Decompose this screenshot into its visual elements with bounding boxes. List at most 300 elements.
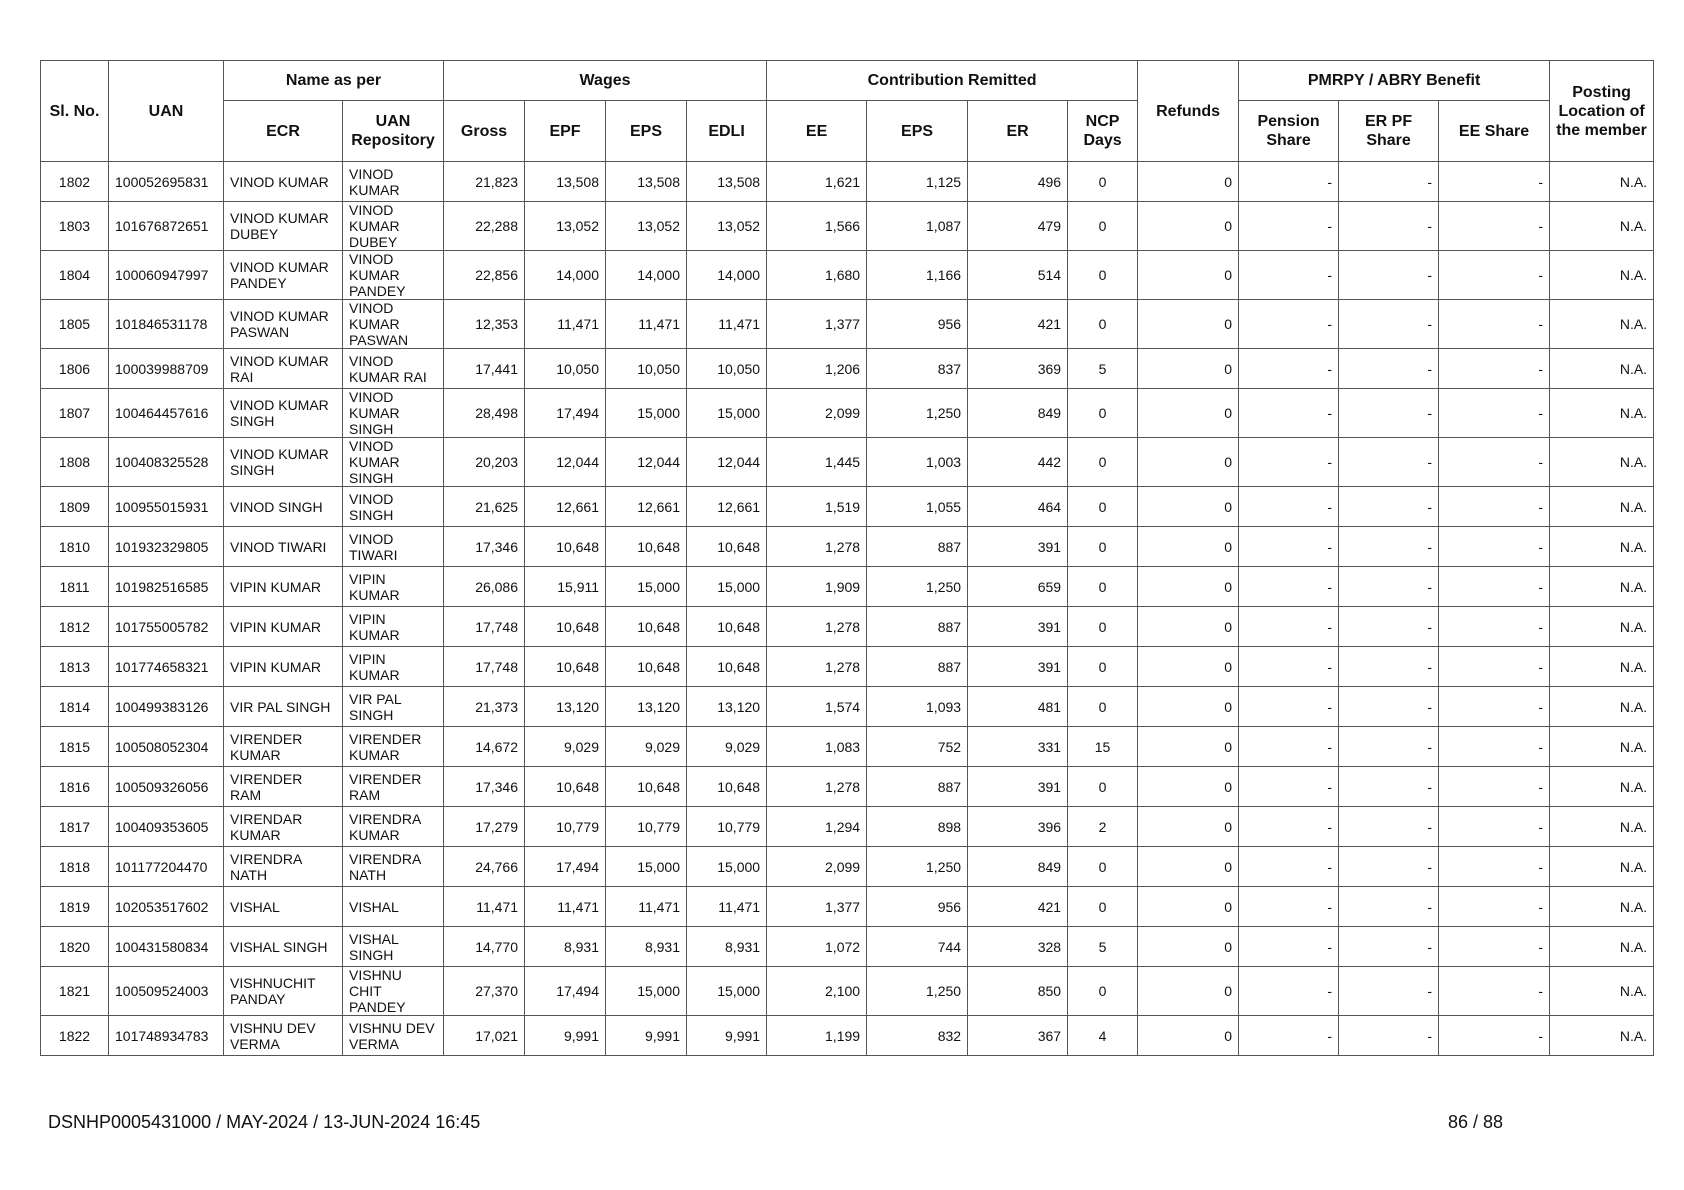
cell-eps-wages: 15,000 xyxy=(606,567,687,607)
cell-epf: 13,508 xyxy=(525,162,606,202)
cell-gross: 14,770 xyxy=(444,927,525,967)
cell-edli: 14,000 xyxy=(687,251,767,300)
cell-posting-location: N.A. xyxy=(1550,349,1654,389)
cell-er: 391 xyxy=(968,767,1068,807)
header-er: ER xyxy=(968,101,1068,162)
cell-name-ecr: VIRENDRA NATH xyxy=(224,847,343,887)
table-row xyxy=(41,251,1654,300)
cell-name-uan-repository: VINOD TIWARI xyxy=(343,527,444,567)
cell-posting-location: N.A. xyxy=(1550,807,1654,847)
cell-er-pf-share: - xyxy=(1339,1016,1439,1056)
cell-gross: 17,346 xyxy=(444,767,525,807)
cell-pension-share: - xyxy=(1239,767,1339,807)
cell-epf: 17,494 xyxy=(525,389,606,438)
cell-edli: 9,029 xyxy=(687,727,767,767)
cell-edli: 13,052 xyxy=(687,202,767,251)
cell-eps-wages: 13,120 xyxy=(606,687,687,727)
cell-pension-share: - xyxy=(1239,162,1339,202)
cell-er: 849 xyxy=(968,847,1068,887)
header-eps-wages: EPS xyxy=(606,101,687,162)
cell-edli: 15,000 xyxy=(687,567,767,607)
cell-ncp-days: 0 xyxy=(1068,202,1138,251)
cell-edli: 10,648 xyxy=(687,527,767,567)
cell-ee-share: - xyxy=(1439,389,1550,438)
cell-name-uan-repository: VIR PAL SINGH xyxy=(343,687,444,727)
cell-ee-share: - xyxy=(1439,349,1550,389)
cell-posting-location: N.A. xyxy=(1550,202,1654,251)
cell-ee: 1,294 xyxy=(767,807,867,847)
cell-name-ecr: VISHNUCHIT PANDAY xyxy=(224,967,343,1016)
cell-epf: 17,494 xyxy=(525,967,606,1016)
cell-refunds: 0 xyxy=(1138,607,1239,647)
cell-er-pf-share: - xyxy=(1339,162,1439,202)
cell-gross: 17,748 xyxy=(444,607,525,647)
cell-uan: 101982516585 xyxy=(109,567,224,607)
cell-ee-share: - xyxy=(1439,847,1550,887)
cell-er: 479 xyxy=(968,202,1068,251)
cell-refunds: 0 xyxy=(1138,349,1239,389)
cell-name-uan-repository: VINOD KUMAR PASWAN xyxy=(343,300,444,349)
cell-er-pf-share: - xyxy=(1339,389,1439,438)
cell-eps-wages: 10,779 xyxy=(606,807,687,847)
cell-eps-wages: 11,471 xyxy=(606,300,687,349)
cell-ncp-days: 0 xyxy=(1068,251,1138,300)
cell-ee: 1,621 xyxy=(767,162,867,202)
cell-er-pf-share: - xyxy=(1339,607,1439,647)
cell-er-pf-share: - xyxy=(1339,202,1439,251)
cell-posting-location: N.A. xyxy=(1550,767,1654,807)
cell-refunds: 0 xyxy=(1138,767,1239,807)
cell-er: 367 xyxy=(968,1016,1068,1056)
cell-pension-share: - xyxy=(1239,567,1339,607)
cell-pension-share: - xyxy=(1239,927,1339,967)
cell-name-uan-repository: VIPIN KUMAR xyxy=(343,567,444,607)
cell-posting-location: N.A. xyxy=(1550,647,1654,687)
cell-eps-contribution: 837 xyxy=(867,349,968,389)
cell-eps-wages: 9,991 xyxy=(606,1016,687,1056)
cell-sl-no: 1806 xyxy=(41,349,109,389)
cell-eps-contribution: 956 xyxy=(867,300,968,349)
table-row xyxy=(41,162,1654,202)
cell-pension-share: - xyxy=(1239,967,1339,1016)
cell-edli: 10,648 xyxy=(687,647,767,687)
cell-uan: 100039988709 xyxy=(109,349,224,389)
cell-edli: 10,779 xyxy=(687,807,767,847)
cell-er-pf-share: - xyxy=(1339,487,1439,527)
cell-gross: 24,766 xyxy=(444,847,525,887)
header-pension-share: Pension Share xyxy=(1239,101,1339,162)
cell-gross: 22,288 xyxy=(444,202,525,251)
cell-epf: 10,779 xyxy=(525,807,606,847)
cell-sl-no: 1802 xyxy=(41,162,109,202)
cell-name-uan-repository: VIPIN KUMAR xyxy=(343,607,444,647)
cell-posting-location: N.A. xyxy=(1550,727,1654,767)
cell-er: 331 xyxy=(968,727,1068,767)
cell-edli: 15,000 xyxy=(687,847,767,887)
cell-gross: 12,353 xyxy=(444,300,525,349)
cell-epf: 10,648 xyxy=(525,527,606,567)
cell-name-uan-repository: VINOD SINGH xyxy=(343,487,444,527)
cell-ee: 2,100 xyxy=(767,967,867,1016)
cell-eps-contribution: 1,166 xyxy=(867,251,968,300)
cell-ncp-days: 4 xyxy=(1068,1016,1138,1056)
cell-epf: 10,648 xyxy=(525,647,606,687)
cell-refunds: 0 xyxy=(1138,202,1239,251)
cell-er: 481 xyxy=(968,687,1068,727)
cell-ee: 1,377 xyxy=(767,300,867,349)
cell-ee-share: - xyxy=(1439,687,1550,727)
cell-refunds: 0 xyxy=(1138,1016,1239,1056)
cell-sl-no: 1813 xyxy=(41,647,109,687)
cell-name-uan-repository: VIRENDER KUMAR xyxy=(343,727,444,767)
cell-edli: 15,000 xyxy=(687,389,767,438)
cell-posting-location: N.A. xyxy=(1550,967,1654,1016)
cell-posting-location: N.A. xyxy=(1550,527,1654,567)
cell-edli: 13,508 xyxy=(687,162,767,202)
cell-sl-no: 1804 xyxy=(41,251,109,300)
cell-gross: 17,021 xyxy=(444,1016,525,1056)
cell-edli: 12,044 xyxy=(687,438,767,487)
cell-name-ecr: VISHAL xyxy=(224,887,343,927)
header-posting-location: Posting Location of the member xyxy=(1550,61,1654,162)
cell-sl-no: 1819 xyxy=(41,887,109,927)
header-ee: EE xyxy=(767,101,867,162)
cell-eps-contribution: 1,055 xyxy=(867,487,968,527)
cell-name-uan-repository: VIRENDER RAM xyxy=(343,767,444,807)
cell-name-uan-repository: VIPIN KUMAR xyxy=(343,647,444,687)
cell-pension-share: - xyxy=(1239,389,1339,438)
cell-edli: 9,991 xyxy=(687,1016,767,1056)
cell-ee-share: - xyxy=(1439,487,1550,527)
cell-gross: 27,370 xyxy=(444,967,525,1016)
cell-edli: 11,471 xyxy=(687,300,767,349)
cell-er-pf-share: - xyxy=(1339,349,1439,389)
cell-ncp-days: 2 xyxy=(1068,807,1138,847)
cell-refunds: 0 xyxy=(1138,967,1239,1016)
cell-posting-location: N.A. xyxy=(1550,927,1654,967)
cell-ncp-days: 0 xyxy=(1068,847,1138,887)
cell-epf: 13,052 xyxy=(525,202,606,251)
cell-ncp-days: 0 xyxy=(1068,527,1138,567)
footer-page-number: 86 / 88 xyxy=(1448,1112,1504,1132)
cell-name-uan-repository: VINOD KUMAR xyxy=(343,162,444,202)
cell-sl-no: 1821 xyxy=(41,967,109,1016)
cell-posting-location: N.A. xyxy=(1550,887,1654,927)
table-row xyxy=(41,487,1654,527)
table-row xyxy=(41,767,1654,807)
cell-ee-share: - xyxy=(1439,527,1550,567)
cell-name-ecr: VINOD KUMAR SINGH xyxy=(224,389,343,438)
cell-eps-wages: 11,471 xyxy=(606,887,687,927)
cell-ee-share: - xyxy=(1439,162,1550,202)
cell-edli: 10,648 xyxy=(687,767,767,807)
cell-eps-contribution: 887 xyxy=(867,607,968,647)
cell-refunds: 0 xyxy=(1138,687,1239,727)
cell-eps-wages: 15,000 xyxy=(606,847,687,887)
table-row xyxy=(41,567,1654,607)
cell-eps-wages: 15,000 xyxy=(606,389,687,438)
cell-uan: 100408325528 xyxy=(109,438,224,487)
cell-uan: 100052695831 xyxy=(109,162,224,202)
cell-refunds: 0 xyxy=(1138,251,1239,300)
cell-eps-contribution: 1,250 xyxy=(867,847,968,887)
cell-name-uan-repository: VISHNU DEV VERMA xyxy=(343,1016,444,1056)
table-body xyxy=(41,162,1654,1056)
cell-gross: 17,346 xyxy=(444,527,525,567)
cell-eps-contribution: 832 xyxy=(867,1016,968,1056)
cell-name-ecr: VINOD KUMAR PASWAN xyxy=(224,300,343,349)
cell-epf: 8,931 xyxy=(525,927,606,967)
cell-epf: 12,044 xyxy=(525,438,606,487)
cell-ee: 1,909 xyxy=(767,567,867,607)
cell-epf: 15,911 xyxy=(525,567,606,607)
cell-ee: 1,199 xyxy=(767,1016,867,1056)
cell-ncp-days: 0 xyxy=(1068,887,1138,927)
cell-er-pf-share: - xyxy=(1339,527,1439,567)
cell-edli: 10,050 xyxy=(687,349,767,389)
cell-uan: 100464457616 xyxy=(109,389,224,438)
cell-uan: 101932329805 xyxy=(109,527,224,567)
cell-epf: 13,120 xyxy=(525,687,606,727)
cell-uan: 100509524003 xyxy=(109,967,224,1016)
cell-sl-no: 1815 xyxy=(41,727,109,767)
cell-pension-share: - xyxy=(1239,202,1339,251)
cell-eps-wages: 15,000 xyxy=(606,967,687,1016)
cell-er-pf-share: - xyxy=(1339,687,1439,727)
cell-posting-location: N.A. xyxy=(1550,438,1654,487)
cell-name-uan-repository: VINOD KUMAR PANDEY xyxy=(343,251,444,300)
cell-eps-contribution: 956 xyxy=(867,887,968,927)
cell-name-ecr: VINOD KUMAR SINGH xyxy=(224,438,343,487)
cell-pension-share: - xyxy=(1239,807,1339,847)
cell-ncp-days: 0 xyxy=(1068,767,1138,807)
cell-eps-contribution: 1,003 xyxy=(867,438,968,487)
table-row xyxy=(41,727,1654,767)
cell-name-ecr: VINOD KUMAR DUBEY xyxy=(224,202,343,251)
cell-uan: 101846531178 xyxy=(109,300,224,349)
cell-sl-no: 1805 xyxy=(41,300,109,349)
header-gross: Gross xyxy=(444,101,525,162)
cell-ncp-days: 5 xyxy=(1068,349,1138,389)
cell-er: 849 xyxy=(968,389,1068,438)
cell-sl-no: 1809 xyxy=(41,487,109,527)
cell-ee-share: - xyxy=(1439,300,1550,349)
cell-refunds: 0 xyxy=(1138,438,1239,487)
cell-name-ecr: VINOD KUMAR RAI xyxy=(224,349,343,389)
cell-uan: 100509326056 xyxy=(109,767,224,807)
cell-name-uan-repository: VISHNU CHIT PANDEY xyxy=(343,967,444,1016)
table-row xyxy=(41,927,1654,967)
cell-ee: 1,278 xyxy=(767,607,867,647)
header-uan-repository: UAN Repository xyxy=(343,101,444,162)
cell-name-ecr: VIRENDAR KUMAR xyxy=(224,807,343,847)
cell-ncp-days: 0 xyxy=(1068,647,1138,687)
cell-name-ecr: VINOD TIWARI xyxy=(224,527,343,567)
cell-ee-share: - xyxy=(1439,887,1550,927)
cell-posting-location: N.A. xyxy=(1550,1016,1654,1056)
cell-ee-share: - xyxy=(1439,767,1550,807)
cell-edli: 8,931 xyxy=(687,927,767,967)
cell-pension-share: - xyxy=(1239,727,1339,767)
header-er-pf-share: ER PF Share xyxy=(1339,101,1439,162)
cell-uan: 100955015931 xyxy=(109,487,224,527)
header-refunds: Refunds xyxy=(1138,61,1239,162)
cell-epf: 11,471 xyxy=(525,887,606,927)
cell-ee-share: - xyxy=(1439,438,1550,487)
table-row xyxy=(41,300,1654,349)
header-ecr: ECR xyxy=(224,101,343,162)
cell-uan: 101755005782 xyxy=(109,607,224,647)
cell-ncp-days: 0 xyxy=(1068,567,1138,607)
cell-name-ecr: VIRENDER RAM xyxy=(224,767,343,807)
table-row xyxy=(41,847,1654,887)
cell-ee: 1,206 xyxy=(767,349,867,389)
cell-eps-wages: 13,052 xyxy=(606,202,687,251)
header-wages: Wages xyxy=(444,61,767,101)
cell-uan: 101748934783 xyxy=(109,1016,224,1056)
cell-sl-no: 1820 xyxy=(41,927,109,967)
table-row xyxy=(41,527,1654,567)
header-sl-no: Sl. No. xyxy=(41,61,109,162)
cell-ee-share: - xyxy=(1439,807,1550,847)
cell-eps-wages: 10,648 xyxy=(606,647,687,687)
cell-er-pf-share: - xyxy=(1339,927,1439,967)
cell-sl-no: 1817 xyxy=(41,807,109,847)
cell-name-ecr: VIR PAL SINGH xyxy=(224,687,343,727)
cell-eps-contribution: 752 xyxy=(867,727,968,767)
cell-er-pf-share: - xyxy=(1339,300,1439,349)
cell-edli: 11,471 xyxy=(687,887,767,927)
cell-ee: 2,099 xyxy=(767,389,867,438)
ecr-table xyxy=(40,60,1654,1056)
cell-pension-share: - xyxy=(1239,527,1339,567)
cell-name-ecr: VIPIN KUMAR xyxy=(224,607,343,647)
cell-sl-no: 1822 xyxy=(41,1016,109,1056)
cell-epf: 10,050 xyxy=(525,349,606,389)
cell-eps-wages: 10,648 xyxy=(606,767,687,807)
cell-eps-wages: 8,931 xyxy=(606,927,687,967)
cell-ee-share: - xyxy=(1439,1016,1550,1056)
cell-eps-wages: 9,029 xyxy=(606,727,687,767)
cell-eps-wages: 10,050 xyxy=(606,349,687,389)
cell-ee-share: - xyxy=(1439,202,1550,251)
cell-ee: 1,072 xyxy=(767,927,867,967)
cell-er: 396 xyxy=(968,807,1068,847)
cell-ncp-days: 0 xyxy=(1068,300,1138,349)
cell-ee: 1,278 xyxy=(767,767,867,807)
cell-uan: 100499383126 xyxy=(109,687,224,727)
cell-epf: 10,648 xyxy=(525,767,606,807)
cell-ncp-days: 5 xyxy=(1068,927,1138,967)
header-contribution-remitted: Contribution Remitted xyxy=(767,61,1138,101)
cell-ee: 1,377 xyxy=(767,887,867,927)
cell-ee: 1,278 xyxy=(767,647,867,687)
cell-edli: 12,661 xyxy=(687,487,767,527)
cell-refunds: 0 xyxy=(1138,162,1239,202)
cell-sl-no: 1803 xyxy=(41,202,109,251)
cell-gross: 17,748 xyxy=(444,647,525,687)
cell-posting-location: N.A. xyxy=(1550,567,1654,607)
cell-epf: 11,471 xyxy=(525,300,606,349)
cell-name-ecr: VISHNU DEV VERMA xyxy=(224,1016,343,1056)
cell-posting-location: N.A. xyxy=(1550,251,1654,300)
header-pmrpy-abry: PMRPY / ABRY Benefit xyxy=(1239,61,1550,101)
cell-eps-wages: 10,648 xyxy=(606,527,687,567)
cell-refunds: 0 xyxy=(1138,389,1239,438)
footer-document-id: DSNHP0005431000 / MAY-2024 / 13-JUN-2024 16:45 xyxy=(48,1112,481,1132)
cell-ncp-days: 0 xyxy=(1068,967,1138,1016)
cell-name-ecr: VINOD SINGH xyxy=(224,487,343,527)
cell-pension-share: - xyxy=(1239,687,1339,727)
cell-er-pf-share: - xyxy=(1339,887,1439,927)
cell-pension-share: - xyxy=(1239,300,1339,349)
cell-gross: 14,672 xyxy=(444,727,525,767)
cell-refunds: 0 xyxy=(1138,807,1239,847)
cell-eps-contribution: 1,250 xyxy=(867,389,968,438)
cell-pension-share: - xyxy=(1239,438,1339,487)
table-row xyxy=(41,647,1654,687)
cell-pension-share: - xyxy=(1239,647,1339,687)
cell-gross: 21,625 xyxy=(444,487,525,527)
cell-ncp-days: 0 xyxy=(1068,162,1138,202)
cell-eps-contribution: 744 xyxy=(867,927,968,967)
cell-epf: 14,000 xyxy=(525,251,606,300)
cell-name-ecr: VIRENDER KUMAR xyxy=(224,727,343,767)
cell-er: 442 xyxy=(968,438,1068,487)
cell-ncp-days: 0 xyxy=(1068,438,1138,487)
header-eps-contribution: EPS xyxy=(867,101,968,162)
cell-refunds: 0 xyxy=(1138,300,1239,349)
cell-er: 514 xyxy=(968,251,1068,300)
cell-posting-location: N.A. xyxy=(1550,847,1654,887)
header-edli: EDLI xyxy=(687,101,767,162)
cell-eps-wages: 14,000 xyxy=(606,251,687,300)
cell-ee: 1,519 xyxy=(767,487,867,527)
cell-er-pf-share: - xyxy=(1339,767,1439,807)
table-row xyxy=(41,887,1654,927)
cell-refunds: 0 xyxy=(1138,647,1239,687)
cell-refunds: 0 xyxy=(1138,887,1239,927)
cell-posting-location: N.A. xyxy=(1550,487,1654,527)
cell-sl-no: 1807 xyxy=(41,389,109,438)
cell-er: 421 xyxy=(968,300,1068,349)
cell-uan: 100060947997 xyxy=(109,251,224,300)
cell-sl-no: 1816 xyxy=(41,767,109,807)
cell-name-uan-repository: VIRENDRA KUMAR xyxy=(343,807,444,847)
cell-name-ecr: VINOD KUMAR PANDEY xyxy=(224,251,343,300)
cell-gross: 22,856 xyxy=(444,251,525,300)
cell-epf: 9,991 xyxy=(525,1016,606,1056)
cell-gross: 21,373 xyxy=(444,687,525,727)
header-epf: EPF xyxy=(525,101,606,162)
cell-refunds: 0 xyxy=(1138,847,1239,887)
cell-ncp-days: 15 xyxy=(1068,727,1138,767)
cell-pension-share: - xyxy=(1239,607,1339,647)
cell-name-uan-repository: VIRENDRA NATH xyxy=(343,847,444,887)
cell-ee: 1,083 xyxy=(767,727,867,767)
cell-posting-location: N.A. xyxy=(1550,389,1654,438)
cell-eps-contribution: 887 xyxy=(867,527,968,567)
header-ee-share: EE Share xyxy=(1439,101,1550,162)
cell-name-uan-repository: VINOD KUMAR RAI xyxy=(343,349,444,389)
cell-gross: 17,279 xyxy=(444,807,525,847)
cell-posting-location: N.A. xyxy=(1550,162,1654,202)
cell-er: 328 xyxy=(968,927,1068,967)
table-row xyxy=(41,389,1654,438)
cell-name-uan-repository: VINOD KUMAR DUBEY xyxy=(343,202,444,251)
cell-uan: 100508052304 xyxy=(109,727,224,767)
cell-er-pf-share: - xyxy=(1339,807,1439,847)
